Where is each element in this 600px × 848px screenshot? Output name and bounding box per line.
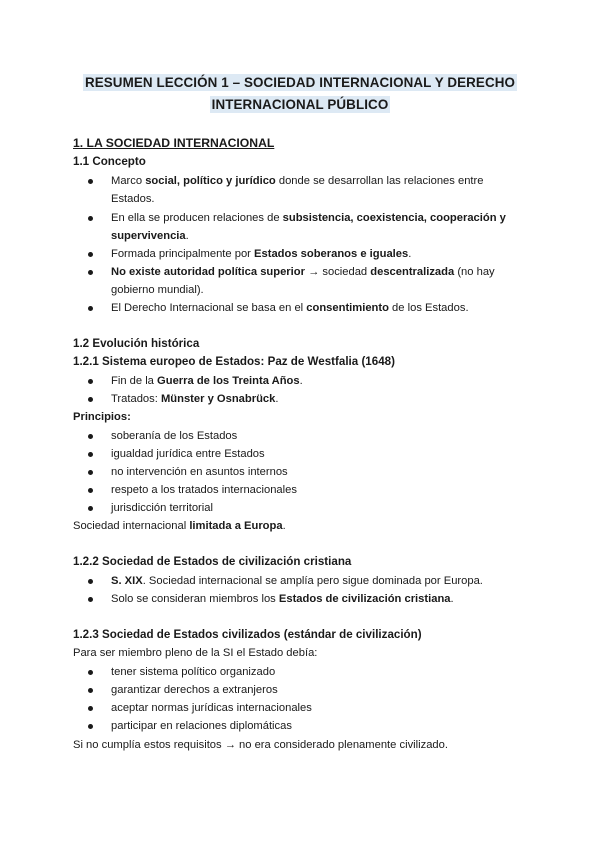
document-title-line-1: RESUMEN LECCIÓN 1 – SOCIEDAD INTERNACIONAL Y DERECHO <box>84 75 516 90</box>
bullet-icon <box>88 428 93 444</box>
bullet-icon <box>88 391 93 407</box>
bullet-icon <box>88 173 93 189</box>
paragraph: Si no cumplía estos requisitos → no era considerado plenamente civilizado. <box>73 739 448 751</box>
bullet-icon <box>88 700 93 716</box>
list-item: participar en relaciones diplomáticas <box>111 720 292 732</box>
paragraph: Para ser miembro pleno de la SI el Estado debía: <box>73 647 318 659</box>
list-item: soberanía de los Estados <box>111 430 238 442</box>
list-item-continuation: Estados. <box>111 193 155 205</box>
list-item: Formada principalmente por Estados soberanos e iguales. <box>111 248 412 260</box>
list-item: Tratados: Münster y Osnabrück. <box>111 393 279 405</box>
list-item: No existe autoridad política superior → sociedad descentralizada (no hay <box>111 266 495 278</box>
subsection-heading: 1.2 Evolución histórica <box>73 337 200 350</box>
subsection-heading: 1.2.1 Sistema europeo de Estados: Paz de Westfalia (1648) <box>73 355 395 368</box>
list-item-continuation: supervivencia. <box>111 230 189 242</box>
list-item: El Derecho Internacional se basa en el consentimiento de los Estados. <box>111 302 469 314</box>
bullet-icon <box>88 682 93 698</box>
document-title-line-2: INTERNACIONAL PÚBLICO <box>211 97 389 112</box>
list-item: igualdad jurídica entre Estados <box>111 448 265 460</box>
subsection-heading: 1.1 Concepto <box>73 155 146 168</box>
bullet-icon <box>88 210 93 226</box>
bullet-icon <box>88 482 93 498</box>
paragraph: Sociedad internacional limitada a Europa. <box>73 520 286 532</box>
bullet-icon <box>88 246 93 262</box>
bullet-icon <box>88 664 93 680</box>
list-item: garantizar derechos a extranjeros <box>111 684 278 696</box>
bullet-icon <box>88 464 93 480</box>
list-item-continuation: gobierno mundial). <box>111 284 204 296</box>
list-item: En ella se producen relaciones de subsistencia, coexistencia, cooperación y <box>111 212 506 224</box>
bullet-icon <box>88 500 93 516</box>
bullet-icon <box>88 573 93 589</box>
subsection-heading: 1.2.3 Sociedad de Estados civilizados (estándar de civilización) <box>73 628 422 641</box>
section-heading: 1. LA SOCIEDAD INTERNACIONAL <box>73 136 275 150</box>
bullet-icon <box>88 591 93 607</box>
principles-label: Principios: <box>73 411 131 423</box>
list-item: respeto a los tratados internacionales <box>111 484 297 496</box>
bullet-icon <box>88 373 93 389</box>
list-item: tener sistema político organizado <box>111 666 276 678</box>
bullet-icon <box>88 446 93 462</box>
bullet-icon <box>88 300 93 316</box>
list-item: S. XIX. Sociedad internacional se amplía pero sigue dominada por Europa. <box>111 575 483 587</box>
bullet-icon <box>88 718 93 734</box>
list-item: Solo se consideran miembros los Estados de civilización cristiana. <box>111 593 454 605</box>
list-item: jurisdicción territorial <box>111 502 213 514</box>
list-item: no intervención en asuntos internos <box>111 466 288 478</box>
subsection-heading: 1.2.2 Sociedad de Estados de civilización cristiana <box>73 555 352 568</box>
list-item: Fin de la Guerra de los Treinta Años. <box>111 375 303 387</box>
bullet-icon <box>88 264 93 280</box>
list-item: Marco social, político y jurídico donde se desarrollan las relaciones entre <box>111 175 484 187</box>
list-item: aceptar normas jurídicas internacionales <box>111 702 312 714</box>
